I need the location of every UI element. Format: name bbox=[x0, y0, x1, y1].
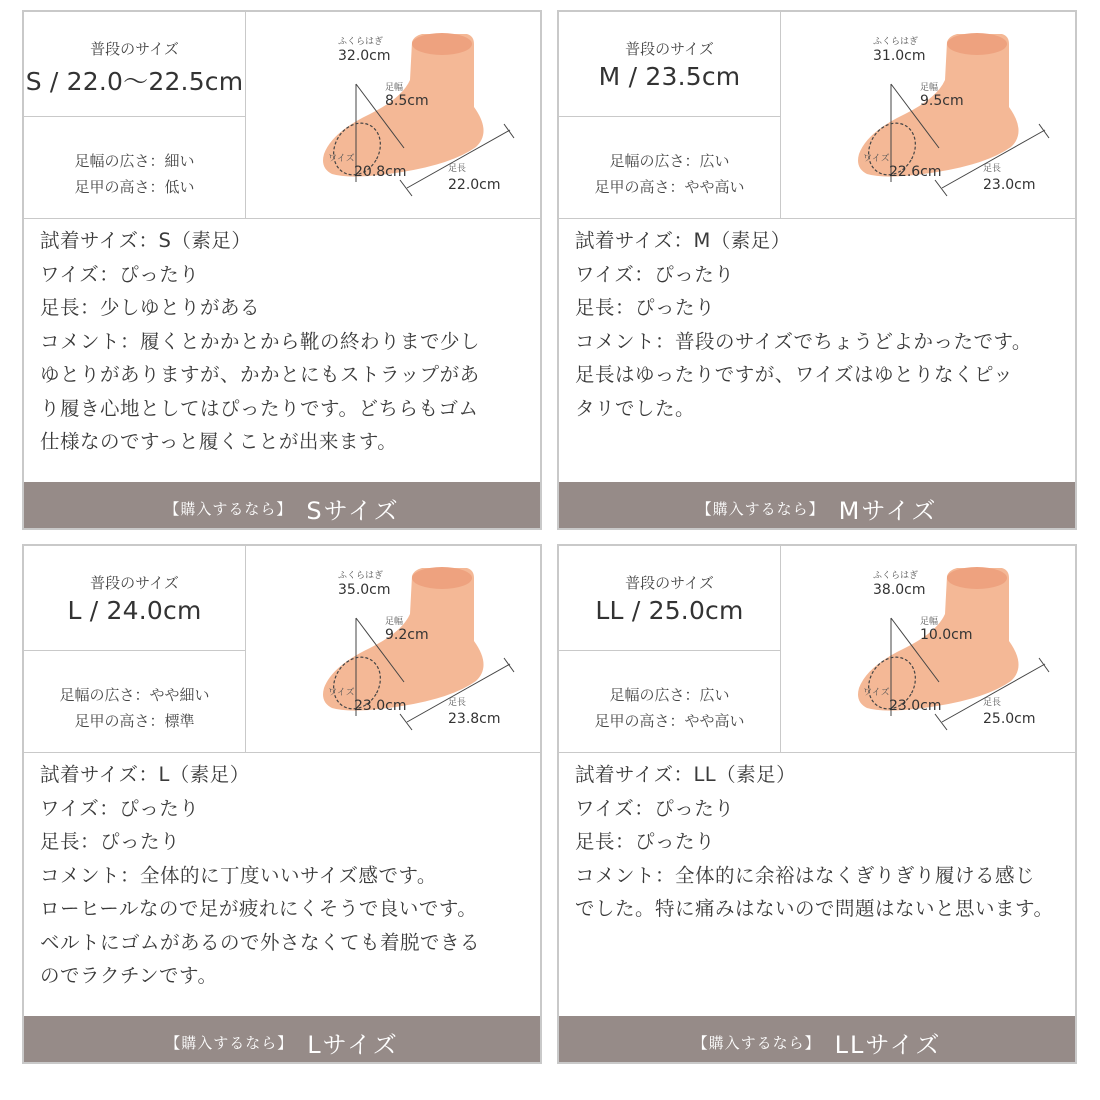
calf-label: ふくらはぎ bbox=[338, 571, 384, 581]
wise-value: 22.6cm bbox=[889, 164, 942, 180]
calf-label: ふくらはぎ bbox=[873, 37, 919, 47]
buy-prefix: 【購入するなら】 bbox=[164, 500, 293, 518]
usual-size-label: 普段のサイズ bbox=[90, 40, 179, 58]
foot-length-value: 23.0cm bbox=[983, 177, 1036, 193]
review-line: 試着サイズ：S（素足） bbox=[40, 229, 252, 252]
review-line: 試着サイズ：LL（素足） bbox=[575, 763, 797, 786]
calf-label: ふくらはぎ bbox=[873, 571, 919, 581]
review-line: り履き心地としてはぴったりです。どちらもゴム bbox=[40, 396, 479, 420]
usual-size-box bbox=[24, 546, 246, 651]
review-line: コメント：普段のサイズでちょうどよかったです。 bbox=[575, 329, 1032, 353]
review-line: コメント：履くとかかとから靴の終わりまで少し bbox=[40, 329, 481, 353]
foot-diagram bbox=[787, 546, 1075, 752]
foot-width-text: 足幅の広さ：広い bbox=[609, 686, 730, 704]
usual-size-box bbox=[559, 546, 781, 651]
usual-size-value: S / 22.0～22.5cm bbox=[25, 67, 244, 96]
review-line: ゆとりがありますが、かかとにもストラップがあ bbox=[40, 363, 480, 386]
usual-size-label: 普段のサイズ bbox=[625, 40, 714, 58]
foot-instep-text: 足甲の高さ：標準 bbox=[74, 712, 195, 730]
foot-width-text: 足幅の広さ：やや細い bbox=[59, 686, 210, 704]
review-line: ローヒールなので足が疲れにくそうで良いです。 bbox=[40, 897, 478, 920]
usual-size-box bbox=[559, 12, 781, 117]
review-text bbox=[40, 224, 536, 459]
foot-length-value: 22.0cm bbox=[448, 177, 501, 193]
review-line: ワイズ：ぴったり bbox=[575, 262, 735, 286]
card-top bbox=[24, 12, 540, 219]
buy-label bbox=[24, 491, 540, 526]
review-line: のでラクチンです。 bbox=[40, 964, 218, 987]
review-line: 試着サイズ：L（素足） bbox=[40, 763, 250, 786]
review-card-ll bbox=[557, 544, 1077, 1064]
wise-label: ワイズ bbox=[863, 154, 890, 164]
review-line: 足長：ぴったり bbox=[40, 830, 181, 853]
review-text bbox=[575, 224, 1071, 425]
wise-label: ワイズ bbox=[863, 688, 890, 698]
wise-label: ワイズ bbox=[328, 688, 355, 698]
foot-width-label: 足幅 bbox=[920, 617, 939, 627]
foot-instep-text: 足甲の高さ：やや高い bbox=[594, 178, 745, 196]
calf-value: 31.0cm bbox=[873, 48, 926, 64]
foot-width-label: 足幅 bbox=[385, 83, 404, 93]
buy-label bbox=[559, 1025, 1075, 1060]
foot-width-value: 9.2cm bbox=[385, 627, 429, 643]
wise-value: 23.0cm bbox=[889, 698, 942, 714]
review-card-m bbox=[557, 10, 1077, 530]
wise-label: ワイズ bbox=[328, 154, 355, 164]
review-line: 試着サイズ：M（素足） bbox=[575, 229, 791, 252]
buy-prefix: 【購入するなら】 bbox=[696, 500, 825, 518]
foot-instep-text: 足甲の高さ：やや高い bbox=[594, 712, 745, 730]
review-text bbox=[40, 758, 536, 993]
calf-value: 38.0cm bbox=[873, 582, 926, 598]
foot-width-text: 足幅の広さ：広い bbox=[609, 152, 730, 170]
buy-size-button-ll[interactable] bbox=[559, 1016, 1075, 1062]
review-line: 足長：少しゆとりがある bbox=[40, 296, 261, 319]
foot-instep-text: 足甲の高さ：低い bbox=[74, 178, 195, 196]
buy-size-button-m[interactable] bbox=[559, 482, 1075, 528]
review-card-l bbox=[22, 544, 542, 1064]
buy-size: LLサイズ bbox=[834, 1031, 942, 1059]
foot-length-label: 足長 bbox=[448, 164, 467, 174]
buy-prefix: 【購入するなら】 bbox=[165, 1034, 294, 1052]
review-line: ベルトにゴムがあるので外さなくても着脱できる bbox=[40, 930, 481, 954]
foot-width-label: 足幅 bbox=[920, 83, 939, 93]
wise-value: 20.8cm bbox=[354, 164, 407, 180]
wise-value: 23.0cm bbox=[354, 698, 407, 714]
foot-width-value: 9.5cm bbox=[920, 93, 964, 109]
buy-size: Mサイズ bbox=[838, 497, 938, 525]
review-line: タリでした。 bbox=[575, 396, 696, 420]
foot-width-label: 足幅 bbox=[385, 617, 404, 627]
foot-length-label: 足長 bbox=[983, 164, 1002, 174]
usual-size-value: L / 24.0cm bbox=[67, 596, 202, 625]
buy-size-button-l[interactable] bbox=[24, 1016, 540, 1062]
buy-size-button-s[interactable] bbox=[24, 482, 540, 528]
usual-size-label: 普段のサイズ bbox=[625, 574, 714, 592]
buy-label bbox=[559, 491, 1075, 526]
foot-diagram bbox=[252, 12, 540, 218]
foot-length-label: 足長 bbox=[983, 698, 1002, 708]
foot-width-value: 8.5cm bbox=[385, 93, 429, 109]
review-line: コメント：全体的に丁度いいサイズ感です。 bbox=[40, 863, 437, 887]
foot-length-value: 25.0cm bbox=[983, 711, 1036, 727]
review-line: ワイズ：ぴったり bbox=[40, 796, 200, 820]
usual-size-label: 普段のサイズ bbox=[90, 574, 179, 592]
foot-shape-box bbox=[559, 651, 781, 752]
card-top bbox=[559, 546, 1075, 753]
foot-length-label: 足長 bbox=[448, 698, 467, 708]
review-line: でした。特に痛みはないので問題はないと思います。 bbox=[575, 897, 1054, 920]
calf-value: 32.0cm bbox=[338, 48, 391, 64]
review-line: コメント：全体的に余裕はなくぎりぎり履ける感じ bbox=[575, 863, 1036, 887]
card-top bbox=[559, 12, 1075, 219]
calf-value: 35.0cm bbox=[338, 582, 391, 598]
card-top bbox=[24, 546, 540, 753]
foot-diagram bbox=[252, 546, 540, 752]
review-line: ワイズ：ぴったり bbox=[575, 796, 735, 820]
foot-shape-box bbox=[24, 651, 246, 752]
calf-label: ふくらはぎ bbox=[338, 37, 384, 47]
foot-shape-box bbox=[24, 117, 246, 218]
buy-prefix: 【購入するなら】 bbox=[692, 1034, 821, 1052]
usual-size-value: LL / 25.0cm bbox=[595, 596, 744, 625]
review-text bbox=[575, 758, 1071, 926]
buy-size: Lサイズ bbox=[307, 1031, 399, 1059]
foot-width-value: 10.0cm bbox=[920, 627, 973, 643]
review-card-s bbox=[22, 10, 542, 530]
foot-diagram bbox=[787, 12, 1075, 218]
usual-size-box bbox=[24, 12, 246, 117]
foot-length-value: 23.8cm bbox=[448, 711, 501, 727]
review-line: 足長：ぴったり bbox=[575, 296, 716, 319]
buy-size: Sサイズ bbox=[306, 497, 400, 525]
foot-shape-box bbox=[559, 117, 781, 218]
usual-size-value: M / 23.5cm bbox=[598, 62, 741, 91]
review-line: 足長はゆったりですが、ワイズはゆとりなくピッ bbox=[575, 363, 1014, 386]
review-line: 足長：ぴったり bbox=[575, 830, 716, 853]
review-line: 仕様なのですっと履くことが出来ます。 bbox=[40, 430, 398, 453]
foot-width-text: 足幅の広さ：細い bbox=[74, 152, 195, 170]
review-line: ワイズ：ぴったり bbox=[40, 262, 200, 286]
buy-label bbox=[24, 1025, 540, 1060]
